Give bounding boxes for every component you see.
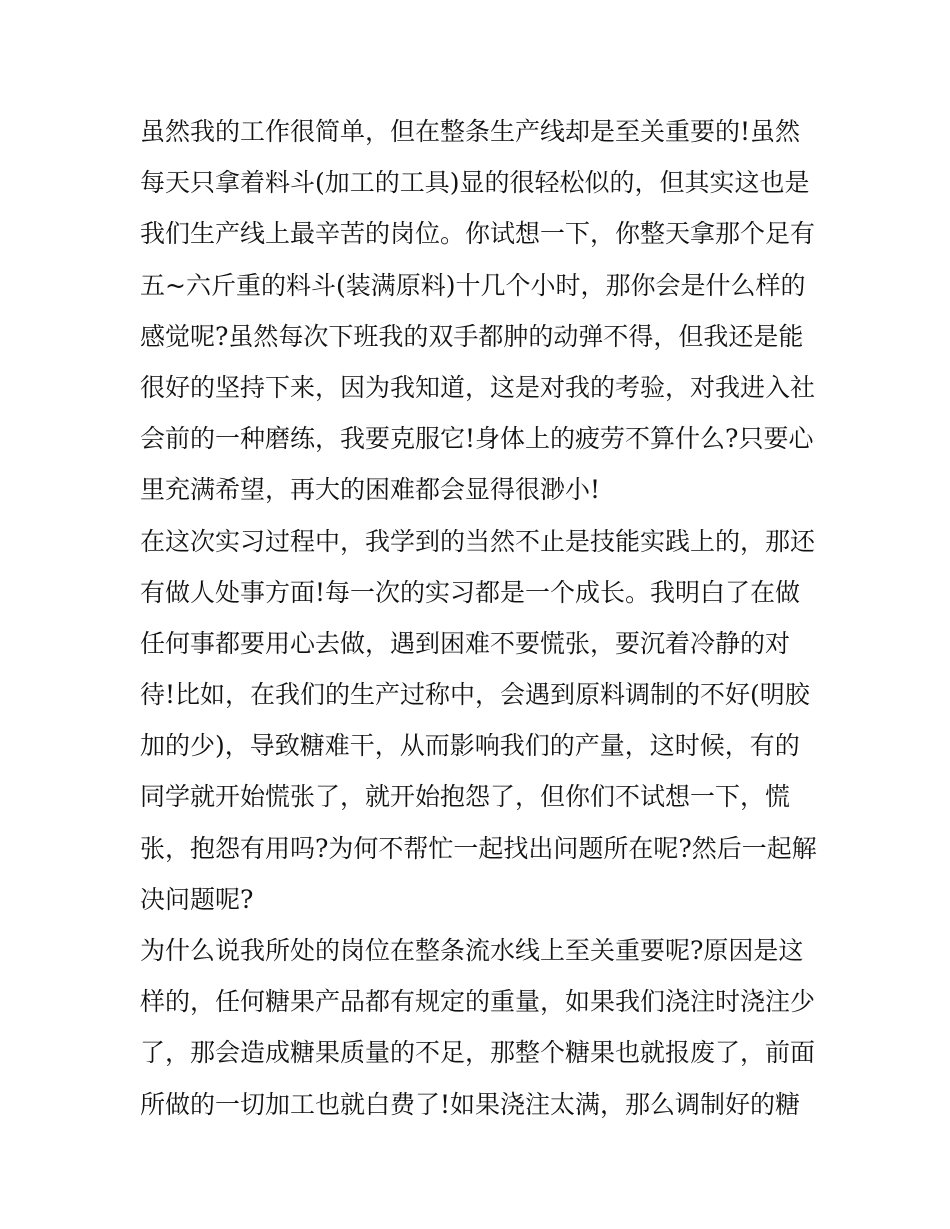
text-line: 每天只拿着料斗(加工的工具)显的很轻松似的，但其实这也是 xyxy=(140,168,810,198)
text-line: 我们生产线上最辛苦的岗位。你试想一下，你整天拿那个足有 xyxy=(140,219,816,249)
text-line: 在这次实习过程中，我学到的当然不止是技能实践上的，那还 xyxy=(140,526,816,556)
text-line: 里充满希望，再大的困难都会显得很渺小! xyxy=(140,475,601,505)
text-line: 感觉呢?虽然每次下班我的双手都肿的动弹不得，但我还是能 xyxy=(140,321,804,351)
text-line: 所做的一切加工也就白费了!如果浇注太满，那么调制好的糖 xyxy=(140,1089,801,1119)
text-line: 张，抱怨有用吗?为何不帮忙一起找出问题所在呢?然后一起解 xyxy=(140,833,817,863)
text-line: 虽然我的工作很简单，但在整条生产线却是至关重要的!虽然 xyxy=(140,117,801,146)
text-line: 五~六斤重的料斗(装满原料)十几个小时，那你会是什么样的 xyxy=(140,270,806,300)
text-line: 同学就开始慌张了，就开始抱怨了，但你们不试想一下，慌 xyxy=(140,782,791,812)
text-line: 决问题呢? xyxy=(140,884,254,914)
text-line: 了，那会造成糖果质量的不足，那整个糖果也就报废了，前面 xyxy=(140,1038,816,1068)
text-line: 任何事都要用心去做，遇到困难不要慌张，要沉着冷静的对 xyxy=(140,628,791,658)
text-line: 很好的坚持下来，因为我知道，这是对我的考验，对我进入社 xyxy=(140,372,816,402)
text-line: 会前的一种磨练，我要克服它!身体上的疲劳不算什么?只要心 xyxy=(140,424,814,454)
text-line: 为什么说我所处的岗位在整条流水线上至关重要呢?原因是这 xyxy=(140,936,804,965)
body-text xyxy=(140,106,830,1130)
text-line: 有做人处事方面!每一次的实习都是一个成长。我明白了在做 xyxy=(140,577,801,607)
text-line: 加的少)，导致糖难干，从而影响我们的产量，这时候，有的 xyxy=(140,731,800,761)
text-line: 待!比如，在我们的生产过称中，会遇到原料调制的不好(明胶 xyxy=(140,680,810,710)
text-line: 样的，任何糖果产品都有规定的重量，如果我们浇注时浇注少 xyxy=(140,987,816,1017)
